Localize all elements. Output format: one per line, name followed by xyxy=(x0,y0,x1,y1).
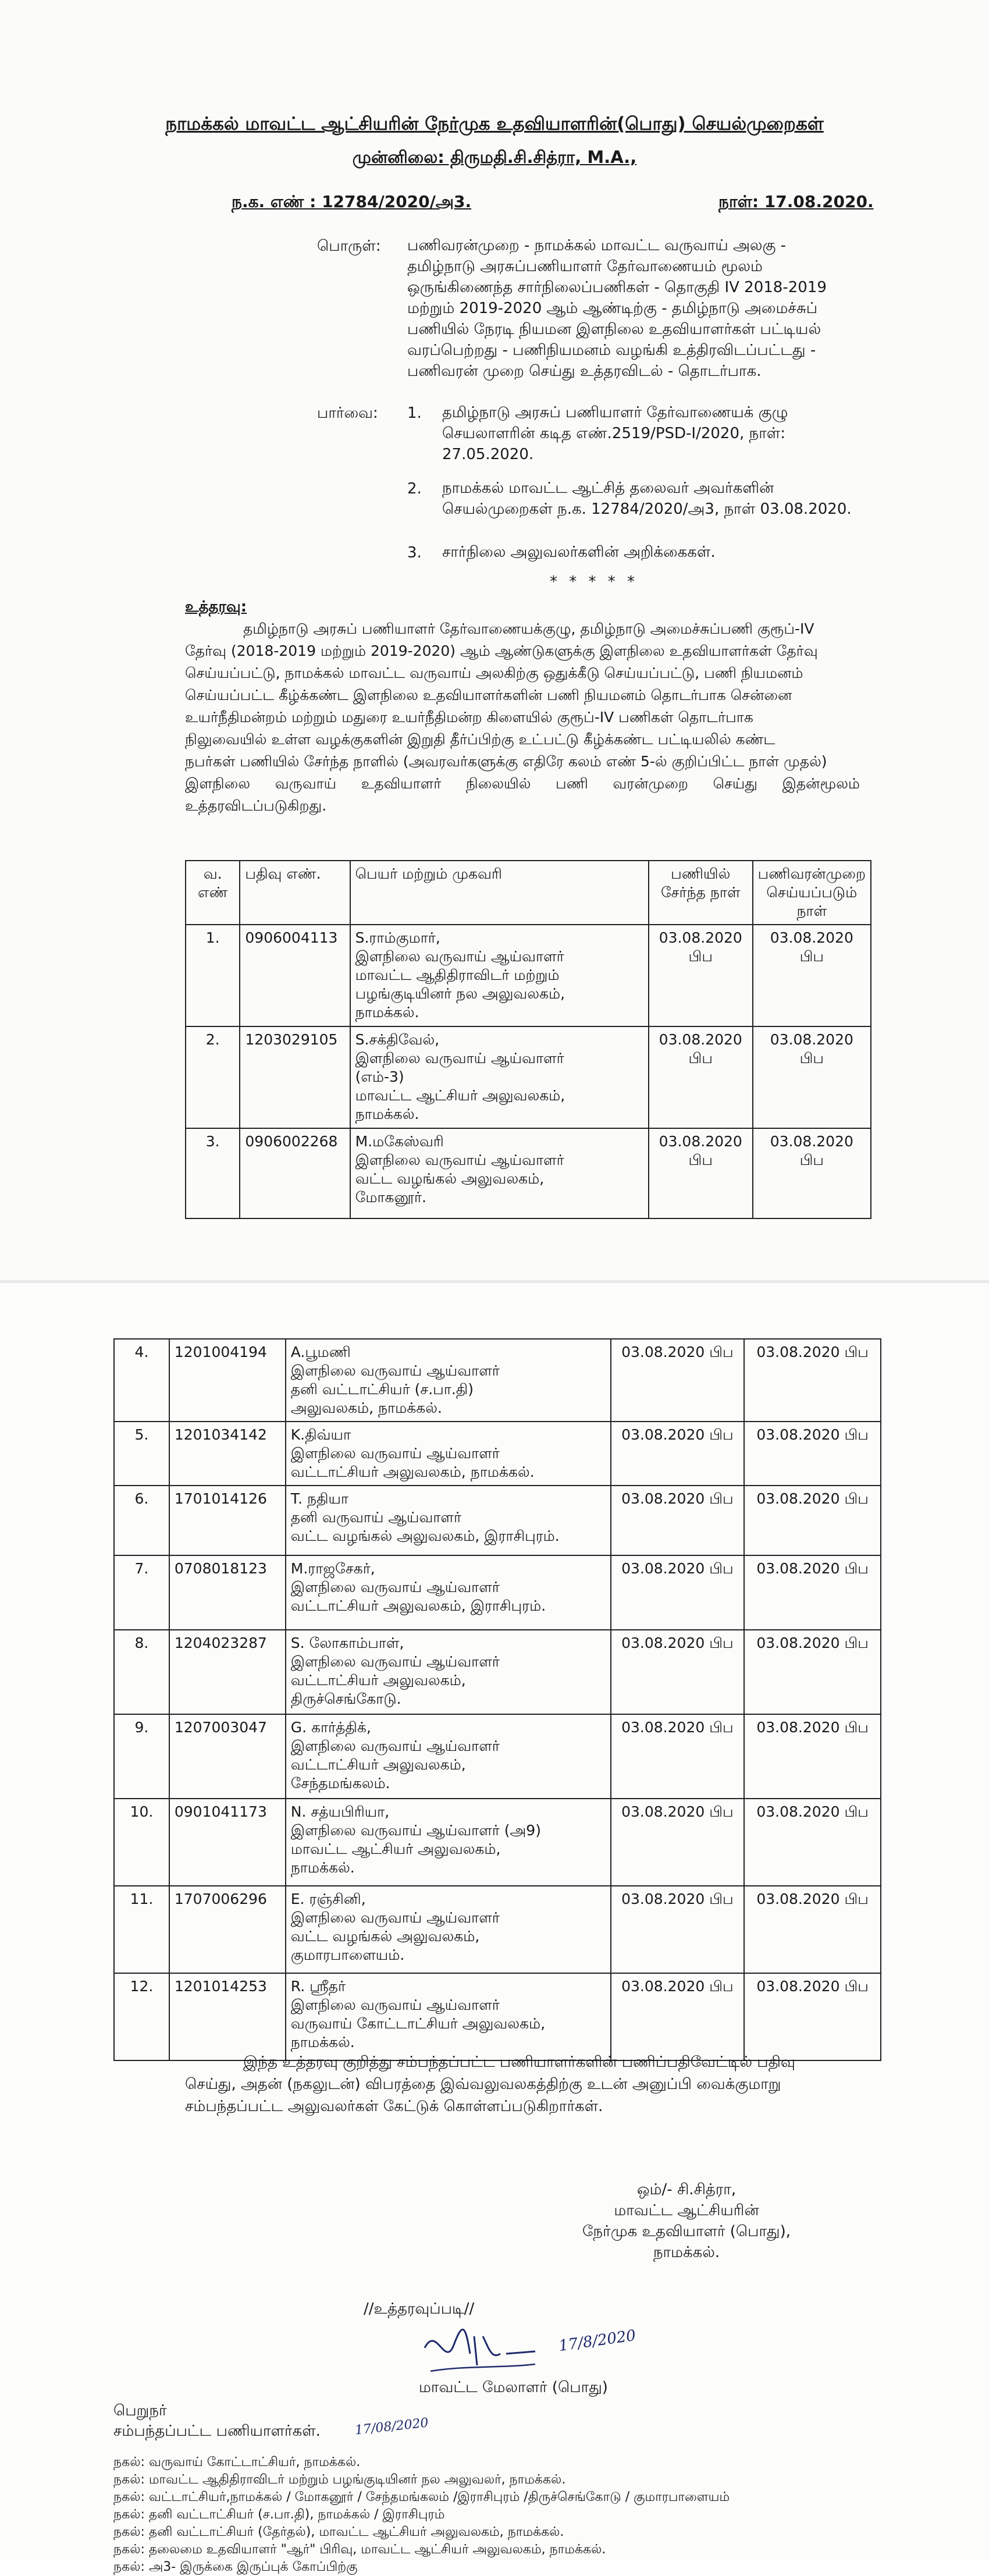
row-line: (எம்-3) xyxy=(355,1068,404,1085)
row-joined: 03.08.2020 பிப xyxy=(611,1555,745,1630)
row-joined: 03.08.2020 பிப xyxy=(649,925,753,1026)
row-line: தனி வருவாய் ஆய்வாளர் xyxy=(290,1509,462,1526)
table-row xyxy=(114,1422,881,1486)
row-line: இளநிலை வருவாய் ஆய்வாளர் xyxy=(290,1909,500,1926)
subject-text xyxy=(407,235,855,382)
signatory-place: நாமக்கல். xyxy=(653,2244,720,2261)
closing-line: செய்து, அதன் (நகலுடன்) விபரத்தை இவ்வலுவலகத்திற்கு உடன் அனுப்பி வைக்குமாறு xyxy=(185,2076,781,2093)
order-line: உயர்நீதிமன்றம் மற்றும் மதுரை உயர்நீதிமன்ற கிளையில் குரூப்-IV பணிகள் தொடர்பாக xyxy=(185,709,753,726)
row-reg: 1701014126 xyxy=(169,1486,286,1555)
recipient-value: சம்பந்தப்பட்ட பணியாளர்கள். xyxy=(113,2422,321,2440)
row-joined: 03.08.2020 பிப xyxy=(611,1714,745,1799)
table-row xyxy=(186,1128,871,1218)
row-serial: 3. xyxy=(186,1128,240,1218)
document-page-2 xyxy=(0,1283,989,2574)
copy-line: நகல்: வட்டாட்சியர்,நாமக்கல் / மோகனூர் / சேந்தமங்கலம் /இராசிபுரம் /திருச்செங்கோடு / குமாரபாளையம் xyxy=(113,2490,730,2504)
presence-line: முன்னிலை: திருமதி.சி.சித்ரா, M.A., xyxy=(352,147,637,167)
row-line: வட்டாட்சியர் அலுவலகம், xyxy=(290,1672,466,1689)
row-regularised: 03.08.2020 பிப xyxy=(744,1339,881,1422)
reference-line: செயல்முறைகள் ந.க. 12784/2020/அ3, நாள் 03.08.2020. xyxy=(442,500,852,518)
row-serial: 10. xyxy=(114,1799,169,1886)
row-line: இளநிலை வருவாய் ஆய்வாளர் xyxy=(355,948,564,965)
row-line: இளநிலை வருவாய் ஆய்வாளர் xyxy=(290,1738,500,1754)
row-name-address xyxy=(286,1714,611,1799)
row-line: இளநிலை வருவாய் ஆய்வாளர் xyxy=(290,1653,500,1670)
reference-number-2: 2. xyxy=(407,480,422,498)
row-line: மோகனூர். xyxy=(355,1189,426,1206)
row-joined: 03.08.2020 பிப xyxy=(649,1128,753,1218)
order-label: உத்தரவு: xyxy=(185,598,247,616)
row-line: T. நதியா xyxy=(290,1490,348,1507)
row-line: நாமக்கல். xyxy=(290,2034,355,2051)
subject-line: பணிவரன்முறை - நாமக்கல் மாவட்ட வருவாய் அலகு - xyxy=(407,237,787,254)
row-serial: 11. xyxy=(114,1886,169,1973)
row-line: வட்டாட்சியர் அலுவலகம், இராசிபுரம். xyxy=(290,1597,546,1614)
header-regularised: பணிவரன்முறை செய்யப்படும் நாள் xyxy=(753,861,871,925)
order-body xyxy=(185,618,860,817)
row-regularised: 03.08.2020 பிப xyxy=(744,1422,881,1486)
row-line: திருச்செங்கோடு. xyxy=(290,1690,401,1707)
row-line: இளநிலை வருவாய் ஆய்வாளர் xyxy=(355,1050,564,1067)
subject-line: தமிழ்நாடு அரசுப்பணியாளர் தேர்வாணையம் மூலம் xyxy=(407,258,763,275)
table-row xyxy=(114,1486,881,1555)
row-serial: 2. xyxy=(186,1026,240,1128)
table-row xyxy=(114,1799,881,1886)
row-reg: 1207003047 xyxy=(169,1714,286,1799)
row-line: இளநிலை வருவாய் ஆய்வாளர் (அ9) xyxy=(290,1822,541,1839)
copy-line: நகல்: தலைமை உதவியாளர் "ஆர்" பிரிவு, மாவட்ட ஆட்சியர் அலுவலகம், நாமக்கல். xyxy=(113,2542,606,2557)
row-regularised: 03.08.2020 பிப xyxy=(744,1886,881,1973)
copy-line: நகல்: அ3- இருக்கை இருப்புக் கோப்பிற்கு xyxy=(113,2560,358,2574)
copy-line: நகல்: தனி வட்டாட்சியர் (தேர்தல்), மாவட்ட ஆட்சியர் அலுவலகம், நாமக்கல். xyxy=(113,2525,564,2539)
row-name-address xyxy=(350,1026,649,1128)
reference-item-3 xyxy=(442,542,855,563)
row-joined: 03.08.2020 பிப xyxy=(611,1422,745,1486)
row-reg: 0906004113 xyxy=(240,925,350,1026)
row-reg: 1201004194 xyxy=(169,1339,286,1422)
table-row xyxy=(114,1886,881,1973)
row-line: வட்டாட்சியர் அலுவலகம், xyxy=(290,1756,466,1773)
row-line: S. லோகாம்பாள், xyxy=(290,1635,404,1651)
row-joined: 03.08.2020 பிப xyxy=(611,1973,745,2060)
row-line: வட்ட வழங்கல் அலுவலகம், இராசிபுரம். xyxy=(290,1527,560,1544)
row-reg: 1201034142 xyxy=(169,1422,286,1486)
row-regularised: 03.08.2020 பிப xyxy=(744,1555,881,1630)
row-joined: 03.08.2020 பிப xyxy=(611,1886,745,1973)
row-serial: 8. xyxy=(114,1630,169,1714)
row-line: வருவாய் கோட்டாட்சியர் அலுவலகம், xyxy=(290,2015,546,2032)
subject-line: பணியில் நேரடி நியமன இளநிலை உதவியாளர்கள் பட்டியல் xyxy=(407,321,821,338)
reference-line: செயலாளரின் கடித எண்.2519/PSD-I/2020, நாள்: xyxy=(442,425,786,442)
signature-block xyxy=(582,2179,791,2263)
row-line: மாவட்ட ஆதிதிராவிடர் மற்றும் xyxy=(355,967,560,983)
row-joined: 03.08.2020 பிப xyxy=(611,1339,745,1422)
row-line: N. சத்யபிரியா, xyxy=(290,1803,390,1820)
row-regularised: 03.08.2020 பிப xyxy=(753,1128,871,1218)
row-regularised: 03.08.2020 பிப xyxy=(744,1799,881,1886)
staff-table-part-1 xyxy=(185,860,871,1219)
table-header-row xyxy=(186,861,871,925)
order-line: செய்யப்பட்டு, நாமக்கல் மாவட்ட வருவாய் அலகிற்கு ஒதுக்கீடு செய்யப்பட்டு, பணி நியமனம் xyxy=(185,665,803,681)
table-row xyxy=(114,1555,881,1630)
row-serial: 1. xyxy=(186,925,240,1026)
reference-item-2 xyxy=(442,478,855,520)
separator-stars: * * * * * xyxy=(550,573,639,591)
row-reg: 0901041173 xyxy=(169,1799,286,1886)
subject-line: வரப்பெற்றது - பணிநியமனம் வழங்கி உத்திரவிடப்பட்டது - xyxy=(407,342,816,359)
row-line: E. ரஞ்சினி, xyxy=(290,1891,366,1907)
row-joined: 03.08.2020 பிப xyxy=(611,1486,745,1555)
row-serial: 6. xyxy=(114,1486,169,1555)
row-serial: 4. xyxy=(114,1339,169,1422)
true-copy-mark: //உத்தரவுப்படி// xyxy=(364,2300,475,2318)
order-line: நபர்கள் பணியில் சேர்ந்த நாளில் (அவரவர்களுக்கு எதிரே கலம் எண் 5-ல் குறிப்பிட்ட நாள் முதல்) xyxy=(185,753,827,770)
row-name-address xyxy=(286,1422,611,1486)
document-title: நாமக்கல் மாவட்ட ஆட்சியரின் நேர்முக உதவியாளரின்(பொது) செயல்முறைகள் xyxy=(165,113,824,134)
signatory-line: மாவட்ட ஆட்சியரின் xyxy=(614,2202,759,2219)
row-regularised: 03.08.2020 பிப xyxy=(744,1630,881,1714)
row-regularised: 03.08.2020 பிப xyxy=(753,925,871,1026)
row-reg: 0708018123 xyxy=(169,1555,286,1630)
order-line: செய்யப்பட்ட கீழ்க்கண்ட இளநிலை உதவியாளர்களின் பணி நியமனம் தொடர்பாக சென்னை xyxy=(185,687,792,703)
staff-table-part-2 xyxy=(113,1338,881,2061)
closing-paragraph xyxy=(185,2051,854,2117)
reference-line: சார்நிலை அலுவலர்களின் அறிக்கைகள். xyxy=(442,543,716,561)
copy-list xyxy=(113,2454,870,2576)
subject-line: மற்றும் 2019-2020 ஆம் ஆண்டிற்கு - தமிழ்நாடு அமைச்சுப் xyxy=(407,300,818,317)
header-serial: வ. எண் xyxy=(186,861,240,925)
reference-item-1 xyxy=(442,402,855,465)
table-row xyxy=(186,925,871,1026)
row-line: நாமக்கல். xyxy=(290,1859,355,1876)
recipient-hand-date: 17/08/2020 xyxy=(354,2415,429,2438)
copy-line: நகல்: வருவாய் கோட்டாட்சியர், நாமக்கல். xyxy=(113,2455,361,2470)
row-line: G. கார்த்திக், xyxy=(290,1719,371,1736)
recipient-label: பெறுநர் xyxy=(113,2402,167,2419)
table-row xyxy=(114,1714,881,1799)
references-label: பார்வை: xyxy=(317,404,378,422)
row-line: வட்ட வழங்கல் அலுவலகம், xyxy=(290,1928,480,1945)
row-serial: 9. xyxy=(114,1714,169,1799)
row-line: இளநிலை வருவாய் ஆய்வாளர் xyxy=(355,1152,564,1168)
row-reg: 0906002268 xyxy=(240,1128,350,1218)
row-line: மாவட்ட ஆட்சியர் அலுவலகம், xyxy=(355,1087,565,1104)
reference-number-1: 1. xyxy=(407,404,422,422)
row-name-address xyxy=(286,1339,611,1422)
row-reg: 1707006296 xyxy=(169,1886,286,1973)
row-line: M.ராஜசேகர், xyxy=(290,1560,375,1577)
copy-line: நகல்: தனி வட்டாட்சியர் (ச.பா.தி), நாமக்கல் / இராசிபுரம் xyxy=(113,2507,445,2522)
row-joined: 03.08.2020 பிப xyxy=(649,1026,753,1128)
order-line: நிலுவையில் உள்ள வழக்குகளின் இறுதி தீர்ப்பிற்கு உட்பட்டு கீழ்க்கண்ட பட்டியலில் கண்ட xyxy=(185,731,775,748)
subject-line: ஒருங்கிணைந்த சார்நிலைப்பணிகள் - தொகுதி IV 2018-2019 xyxy=(407,279,827,296)
row-name-address xyxy=(350,1128,649,1218)
header-joined: பணியில் சேர்ந்த நாள் xyxy=(649,861,753,925)
signature-designation: மாவட்ட மேலாளர் (பொது) xyxy=(419,2379,608,2396)
row-regularised: 03.08.2020 பிப xyxy=(744,1973,881,2060)
table-row xyxy=(186,1026,871,1128)
subject-line: பணிவரன் முறை செய்து உத்தரவிடல் - தொடர்பாக. xyxy=(407,363,762,380)
row-line: A.பூமணி xyxy=(290,1344,351,1360)
row-name-address xyxy=(286,1555,611,1630)
order-line: தேர்வு (2018-2019 மற்றும் 2019-2020) ஆம் ஆண்டுகளுக்கு இளநிலை உதவியாளர்கள் தேர்வு xyxy=(185,642,818,659)
row-regularised: 03.08.2020 பிப xyxy=(744,1486,881,1555)
row-joined: 03.08.2020 பிப xyxy=(611,1630,745,1714)
signatory-name: ஒம்/- சி.சித்ரா, xyxy=(636,2181,737,2198)
row-line: S.சக்திவேல், xyxy=(355,1031,440,1048)
table-row xyxy=(114,1630,881,1714)
row-line: அலுவலகம், நாமக்கல். xyxy=(290,1399,442,1416)
table-row xyxy=(114,1973,881,2060)
row-serial: 5. xyxy=(114,1422,169,1486)
row-line: பழங்குடியினர் நல அலுவலகம், xyxy=(355,985,565,1002)
row-serial: 12. xyxy=(114,1973,169,2060)
order-line: தமிழ்நாடு அரசுப் பணியாளர் தேர்வாணையக்குழு, தமிழ்நாடு அமைச்சுப்பணி குரூப்-IV xyxy=(243,620,814,637)
row-line: K.திவ்யா xyxy=(290,1426,351,1443)
row-line: வட்ட வழங்கல் அலுவலகம், xyxy=(355,1170,545,1187)
header-name: பெயர் மற்றும் முகவரி xyxy=(350,861,649,925)
header-reg: பதிவு எண். xyxy=(240,861,350,925)
document-date: நாள்: 17.08.2020. xyxy=(718,192,874,211)
signature-date: 17/8/2020 xyxy=(557,2326,637,2355)
signatory-designation: நேர்முக உதவியாளர் (பொது), xyxy=(582,2223,791,2240)
row-regularised: 03.08.2020 பிப xyxy=(753,1026,871,1128)
row-name-address xyxy=(286,1630,611,1714)
row-line: தனி வட்டாட்சியர் (ச.பா.தி) xyxy=(290,1381,474,1398)
reference-line: நாமக்கல் மாவட்ட ஆட்சித் தலைவர் அவர்களின் xyxy=(442,479,774,497)
row-line: சேந்தமங்கலம். xyxy=(290,1775,390,1792)
row-line: S.ராம்குமார், xyxy=(355,929,440,946)
row-line: M.மகேஸ்வரி xyxy=(355,1133,444,1150)
subject-label: பொருள்: xyxy=(317,237,381,255)
reference-number: ந.க. எண் : 12784/2020/அ3. xyxy=(232,192,472,211)
row-reg: 1201014253 xyxy=(169,1973,286,2060)
reference-line: 27.05.2020. xyxy=(442,446,534,463)
row-line: இளநிலை வருவாய் ஆய்வாளர் xyxy=(290,1445,500,1462)
row-line: குமாரபாளையம். xyxy=(290,1946,405,1963)
row-line: இளநிலை வருவாய் ஆய்வாளர் xyxy=(290,1579,500,1596)
reference-line: தமிழ்நாடு அரசுப் பணியாளர் தேர்வாணையக் குழு xyxy=(442,404,788,421)
row-name-address xyxy=(286,1886,611,1973)
document-page-1 xyxy=(0,0,989,1280)
row-name-address xyxy=(286,1486,611,1555)
row-line: இளநிலை வருவாய் ஆய்வாளர் xyxy=(290,1362,500,1379)
row-name-address xyxy=(286,1799,611,1886)
row-joined: 03.08.2020 பிப xyxy=(611,1799,745,1886)
row-name-address xyxy=(286,1973,611,2060)
table-row xyxy=(114,1339,881,1422)
row-line: நாமக்கல். xyxy=(355,1106,419,1122)
row-line: மாவட்ட ஆட்சியர் அலுவலகம், xyxy=(290,1840,501,1857)
reference-number-3: 3. xyxy=(407,544,422,562)
row-line: நாமக்கல். xyxy=(355,1004,419,1021)
closing-line: சம்பந்தப்பட்ட அலுவலர்கள் கேட்டுக் கொள்ளப்படுகிறார்கள். xyxy=(185,2098,603,2115)
row-name-address xyxy=(350,925,649,1026)
row-reg: 1204023287 xyxy=(169,1630,286,1714)
row-line: வட்டாட்சியர் அலுவலகம், நாமக்கல். xyxy=(290,1463,535,1480)
order-line: இளநிலை வருவாய் உதவியாளர் நிலையில் பணி வரன்முறை செய்து இதன்மூலம் உத்தரவிடப்படுகிறது. xyxy=(185,775,860,814)
handwritten-signature-icon xyxy=(419,2313,570,2383)
row-reg: 1203029105 xyxy=(240,1026,350,1128)
row-regularised: 03.08.2020 பிப xyxy=(744,1714,881,1799)
row-serial: 7. xyxy=(114,1555,169,1630)
row-line: இளநிலை வருவாய் ஆய்வாளர் xyxy=(290,1996,500,2013)
copy-line: நகல்: மாவட்ட ஆதிதிராவிடர் மற்றும் பழங்குடியினர் நல அலுவலர், நாமக்கல். xyxy=(113,2472,566,2487)
row-line: R. ஸ்ரீதர் xyxy=(290,1978,346,1995)
closing-line: இந்த உத்தரவு குறித்து சம்பந்தப்பட்ட பணியாளர்களின் பணிப்பதிவேட்டில் பதிவு xyxy=(243,2053,795,2071)
